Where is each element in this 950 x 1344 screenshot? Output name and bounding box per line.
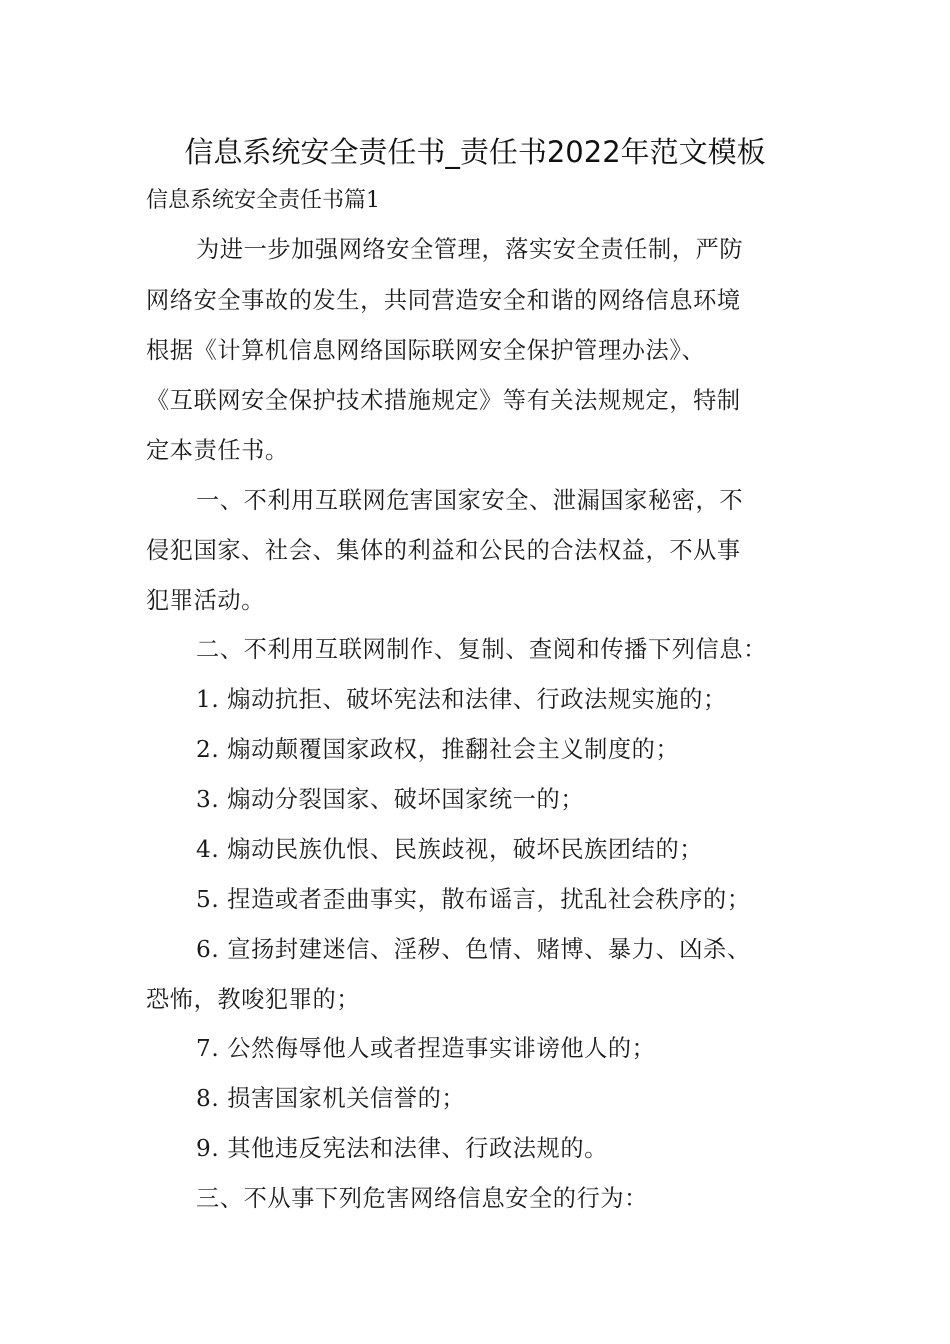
list-item-continuation: 恐怖，教唆犯罪的；: [146, 986, 361, 1013]
paragraph-line: 定本责任书。: [146, 437, 289, 464]
paragraph-line: 二、不利用互联网制作、复制、查阅和传播下列信息：: [196, 636, 767, 663]
list-item: 2. 煽动颠覆国家政权，推翻社会主义制度的；: [196, 736, 680, 763]
list-item: 5. 捏造或者歪曲事实，散布谣言，扰乱社会秩序的；: [196, 886, 751, 913]
section-heading: 信息系统安全责任书篇1: [146, 188, 380, 213]
paragraph-line: 为进一步加强网络安全管理，落实安全责任制，严防: [196, 236, 744, 263]
list-item: 9. 其他违反宪法和法律、行政法规的。: [196, 1135, 608, 1162]
list-item: 6. 宣扬封建迷信、淫秽、色情、赌博、暴力、凶杀、: [196, 936, 751, 963]
paragraph-line: 根据《计算机信息网络国际联网安全保护管理办法》、: [146, 337, 706, 364]
paragraph-line: 犯罪活动。: [146, 587, 265, 614]
paragraph-line: 《互联网安全保护技术措施规定》等有关法规规定，特制: [146, 387, 741, 414]
list-item: 1. 煽动抗拒、破坏宪法和法律、行政法规实施的；: [196, 686, 727, 713]
paragraph-line: 网络安全事故的发生，共同营造安全和谐的网络信息环境: [146, 287, 741, 314]
paragraph-line: 一、不利用互联网危害国家安全、泄漏国家秘密，不: [196, 487, 744, 514]
list-item: 3. 煽动分裂国家、破坏国家统一的；: [196, 786, 585, 813]
document-title: 信息系统安全责任书_责任书2022年范文模板: [184, 135, 766, 169]
list-item: 4. 煽动民族仇恨、民族歧视，破坏民族团结的；: [196, 836, 704, 863]
list-item: 8. 损害国家机关信誉的；: [196, 1085, 466, 1112]
paragraph-line: 侵犯国家、社会、集体的利益和公民的合法权益，不从事: [146, 537, 741, 564]
list-item: 7. 公然侮辱他人或者捏造事实诽谤他人的；: [196, 1035, 656, 1062]
paragraph-line: 三、不从事下列危害网络信息安全的行为：: [196, 1185, 648, 1212]
